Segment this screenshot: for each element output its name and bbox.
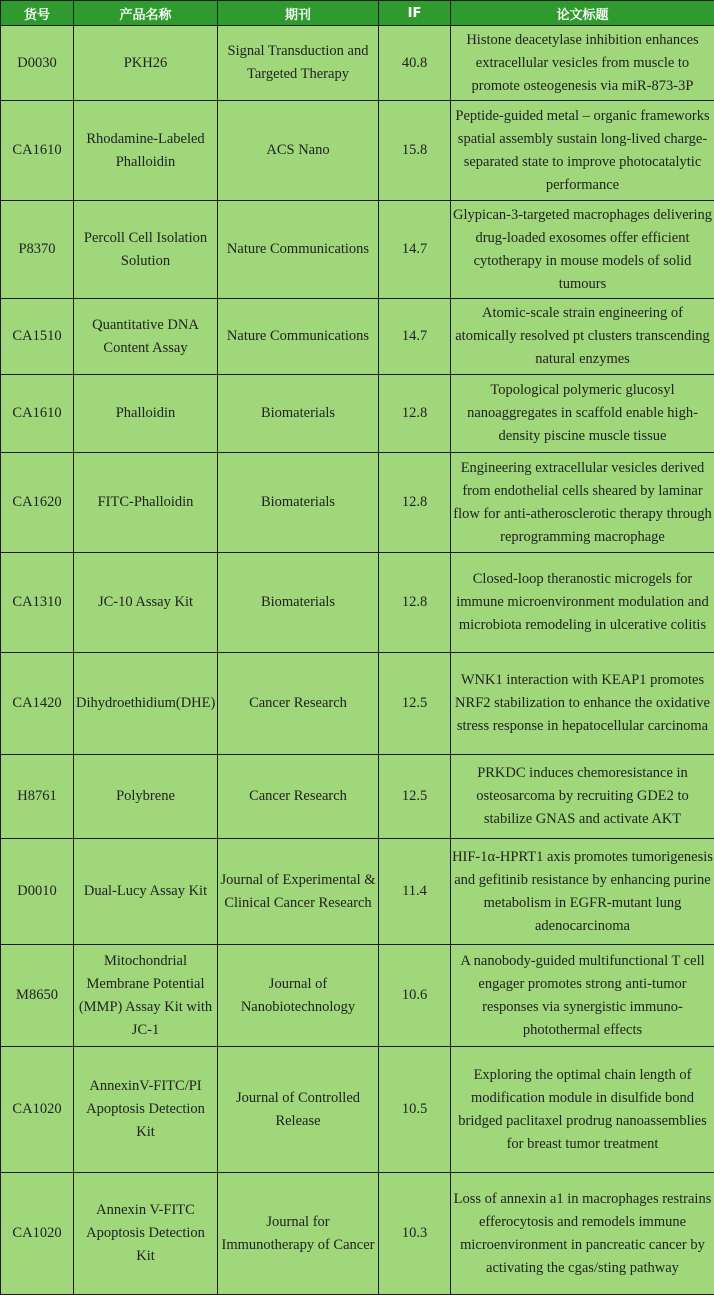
cell-code: CA1020 bbox=[1, 1173, 74, 1295]
cell-if: 12.8 bbox=[379, 453, 451, 553]
cell-journal: Journal for Immunotherapy of Cancer bbox=[218, 1173, 379, 1295]
header-product: 产品名称 bbox=[74, 1, 218, 26]
cell-if: 10.3 bbox=[379, 1173, 451, 1295]
table-row bbox=[1, 201, 714, 299]
table-row bbox=[1, 553, 714, 653]
cell-title: Topological polymeric glucosyl nanoaggregates in scaffold enable high-density piscine muscle tissue bbox=[451, 375, 714, 453]
cell-journal: Cancer Research bbox=[218, 653, 379, 755]
cell-title: Closed-loop theranostic microgels for immune microenvironment modulation and microbiota remodeling in ulcerative colitis bbox=[451, 553, 714, 653]
cell-product: Dual-Lucy Assay Kit bbox=[74, 839, 218, 945]
cell-product: Dihydroethidium(DHE) bbox=[74, 653, 218, 755]
cell-if: 14.7 bbox=[379, 201, 451, 299]
cell-title: Atomic-scale strain engineering of atomically resolved pt clusters transcending natural enzymes bbox=[451, 299, 714, 375]
table-row bbox=[1, 26, 714, 101]
header-journal: 期刊 bbox=[218, 1, 379, 26]
cell-journal: ACS Nano bbox=[218, 101, 379, 201]
cell-product: PKH26 bbox=[74, 26, 218, 101]
cell-code: CA1610 bbox=[1, 101, 74, 201]
header-code: 货号 bbox=[1, 1, 74, 26]
cell-journal: Biomaterials bbox=[218, 375, 379, 453]
cell-title: WNK1 interaction with KEAP1 promotes NRF2 stabilization to enhance the oxidative stress response in hepatocellular carcinoma bbox=[451, 653, 714, 755]
cell-code: CA1420 bbox=[1, 653, 74, 755]
cell-code: CA1610 bbox=[1, 375, 74, 453]
cell-product: JC-10 Assay Kit bbox=[74, 553, 218, 653]
cell-code: CA1310 bbox=[1, 553, 74, 653]
cell-product: Polybrene bbox=[74, 755, 218, 839]
cell-if: 40.8 bbox=[379, 26, 451, 101]
cell-journal: Journal of Controlled Release bbox=[218, 1047, 379, 1173]
cell-code: CA1620 bbox=[1, 453, 74, 553]
cell-journal: Signal Transduction and Targeted Therapy bbox=[218, 26, 379, 101]
cell-if: 15.8 bbox=[379, 101, 451, 201]
cell-product: Phalloidin bbox=[74, 375, 218, 453]
cell-journal: Cancer Research bbox=[218, 755, 379, 839]
header-row bbox=[1, 1, 714, 26]
cell-code: H8761 bbox=[1, 755, 74, 839]
table-row bbox=[1, 653, 714, 755]
cell-journal: Biomaterials bbox=[218, 553, 379, 653]
table-row bbox=[1, 375, 714, 453]
cell-product: FITC-Phalloidin bbox=[74, 453, 218, 553]
cell-if: 11.4 bbox=[379, 839, 451, 945]
cell-journal: Biomaterials bbox=[218, 453, 379, 553]
cell-code: D0010 bbox=[1, 839, 74, 945]
cell-title: Peptide-guided metal – organic frameworks spatial assembly sustain long-lived charge-separated state to improve photocatalytic performance bbox=[451, 101, 714, 201]
cell-if: 14.7 bbox=[379, 299, 451, 375]
cell-product: Quantitative DNA Content Assay bbox=[74, 299, 218, 375]
cell-if: 12.8 bbox=[379, 553, 451, 653]
table-row bbox=[1, 1173, 714, 1295]
table-header bbox=[1, 1, 714, 26]
cell-title: A nanobody-guided multifunctional T cell engager promotes strong anti-tumor responses via synergistic immuno-photothermal effects bbox=[451, 945, 714, 1047]
cell-title: PRKDC induces chemoresistance in osteosarcoma by recruiting GDE2 to stabilize GNAS and activate AKT bbox=[451, 755, 714, 839]
header-if: IF bbox=[379, 1, 451, 26]
cell-code: CA1510 bbox=[1, 299, 74, 375]
cell-title: Histone deacetylase inhibition enhances extracellular vesicles from muscle to promote osteogenesis via miR-873-3P bbox=[451, 26, 714, 101]
cell-product: Percoll Cell Isolation Solution bbox=[74, 201, 218, 299]
table-row bbox=[1, 945, 714, 1047]
cell-product: Annexin V-FITC Apoptosis Detection Kit bbox=[74, 1173, 218, 1295]
cell-if: 12.8 bbox=[379, 375, 451, 453]
cell-if: 10.6 bbox=[379, 945, 451, 1047]
cell-if: 12.5 bbox=[379, 755, 451, 839]
table-row bbox=[1, 1047, 714, 1173]
cell-journal: Journal of Experimental & Clinical Cancer Research bbox=[218, 839, 379, 945]
table-row bbox=[1, 839, 714, 945]
cell-title: HIF-1α-HPRT1 axis promotes tumorigenesis and gefitinib resistance by enhancing purine metabolism in EGFR-mutant lung adenocarcinoma bbox=[451, 839, 714, 945]
cell-journal: Nature Communications bbox=[218, 299, 379, 375]
cell-title: Exploring the optimal chain length of modification module in disulfide bond bridged paclitaxel prodrug nanoassemblies for breast tumor treatment bbox=[451, 1047, 714, 1173]
cell-code: P8370 bbox=[1, 201, 74, 299]
cell-journal: Nature Communications bbox=[218, 201, 379, 299]
cell-if: 10.5 bbox=[379, 1047, 451, 1173]
cell-journal: Journal of Nanobiotechnology bbox=[218, 945, 379, 1047]
cell-title: Engineering extracellular vesicles derived from endothelial cells sheared by laminar flow for anti-atherosclerotic therapy through reprogramming macrophage bbox=[451, 453, 714, 553]
cell-title: Loss of annexin a1 in macrophages restrains efferocytosis and remodels immune microenvironment in pancreatic cancer by activating the cgas/sting pathway bbox=[451, 1173, 714, 1295]
table-row bbox=[1, 453, 714, 553]
cell-code: M8650 bbox=[1, 945, 74, 1047]
cell-if: 12.5 bbox=[379, 653, 451, 755]
cell-product: Mitochondrial Membrane Potential (MMP) Assay Kit with JC-1 bbox=[74, 945, 218, 1047]
cell-code: CA1020 bbox=[1, 1047, 74, 1173]
table-row bbox=[1, 299, 714, 375]
cell-code: D0030 bbox=[1, 26, 74, 101]
cell-title: Glypican-3-targeted macrophages delivering drug-loaded exosomes offer efficient cytotherapy in mouse models of solid tumours bbox=[451, 201, 714, 299]
table-body bbox=[1, 26, 714, 1295]
table-row bbox=[1, 755, 714, 839]
cell-product: AnnexinV-FITC/PI Apoptosis Detection Kit bbox=[74, 1047, 218, 1173]
table-row bbox=[1, 101, 714, 201]
cell-product: Rhodamine-Labeled Phalloidin bbox=[74, 101, 218, 201]
header-title: 论文标题 bbox=[451, 1, 714, 26]
